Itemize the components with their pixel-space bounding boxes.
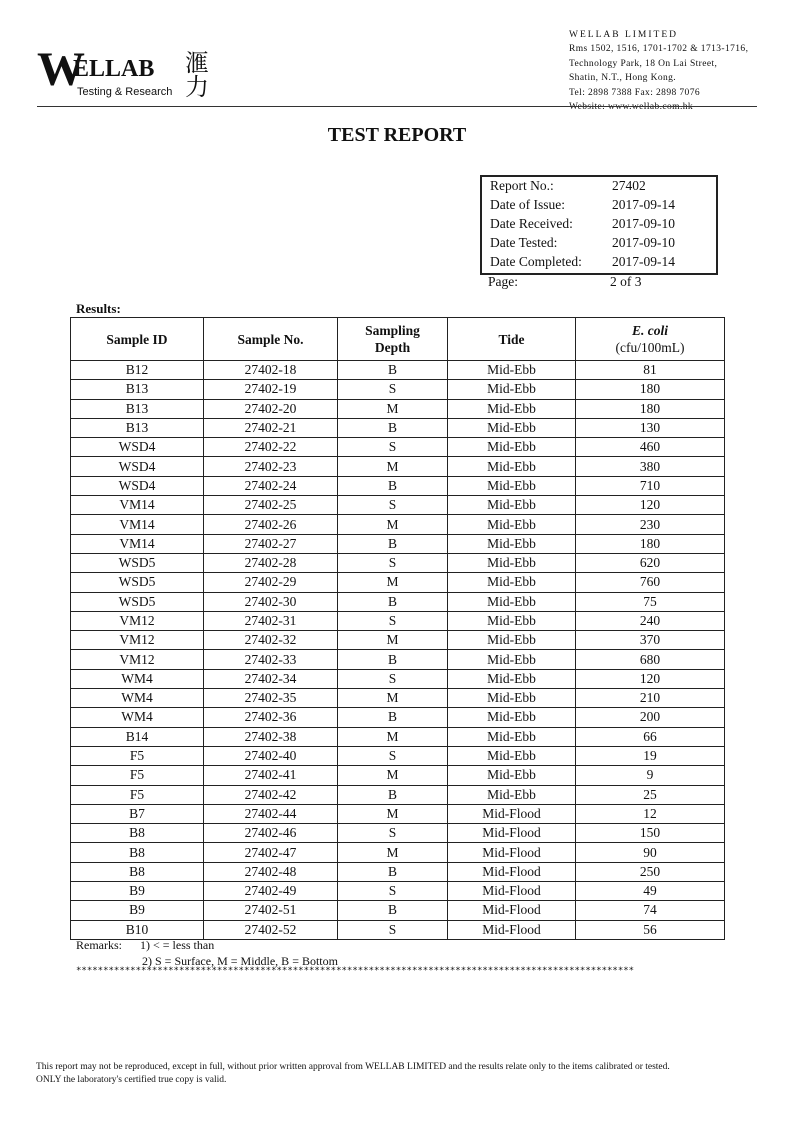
sample-no-cell: 27402-18	[204, 361, 338, 380]
ecoli-count-cell: 9	[576, 766, 725, 785]
tide-cell: Mid-Flood	[448, 804, 576, 823]
table-header-row	[71, 318, 725, 361]
tide-cell: Mid-Ebb	[448, 650, 576, 669]
tide-cell: Mid-Ebb	[448, 669, 576, 688]
sample-no-cell: 27402-42	[204, 785, 338, 804]
header-line: Depth	[374, 340, 411, 355]
sampling-depth-cell: S	[338, 438, 448, 457]
sample-id-cell: F5	[71, 766, 204, 785]
sample-id-cell: B10	[71, 920, 204, 939]
sampling-depth-cell: M	[338, 689, 448, 708]
tide-cell: Mid-Ebb	[448, 476, 576, 495]
table-row	[71, 862, 725, 881]
sample-no-cell: 27402-36	[204, 708, 338, 727]
ecoli-count-cell: 760	[576, 573, 725, 592]
sample-id-cell: VM14	[71, 496, 204, 515]
sample-no-cell: 27402-40	[204, 746, 338, 765]
ecoli-count-cell: 210	[576, 689, 725, 708]
sample-id-cell: WSD4	[71, 438, 204, 457]
sample-no-cell: 27402-48	[204, 862, 338, 881]
sampling-depth-cell: B	[338, 361, 448, 380]
footer-disclaimer	[36, 1061, 766, 1087]
sample-no-cell: 27402-49	[204, 882, 338, 901]
ecoli-count-cell: 250	[576, 862, 725, 881]
tide-cell: Mid-Ebb	[448, 438, 576, 457]
tide-cell: Mid-Ebb	[448, 611, 576, 630]
address-line: Rms 1502, 1516, 1701-1702 & 1713-1716,	[569, 44, 749, 55]
tide-cell: Mid-Ebb	[448, 399, 576, 418]
sample-no-cell: 27402-25	[204, 496, 338, 515]
table-row	[71, 515, 725, 534]
sample-no-cell: 27402-34	[204, 669, 338, 688]
sample-id-cell: WM4	[71, 689, 204, 708]
tide-cell: Mid-Ebb	[448, 727, 576, 746]
table-row	[71, 785, 725, 804]
sample-id-cell: VM12	[71, 611, 204, 630]
sampling-depth-cell: M	[338, 804, 448, 823]
tide-cell: Mid-Ebb	[448, 766, 576, 785]
tide-cell: Mid-Ebb	[448, 689, 576, 708]
sample-no-cell: 27402-31	[204, 611, 338, 630]
sample-no-cell: 27402-21	[204, 418, 338, 437]
info-value: 27402	[612, 178, 646, 193]
sample-no-cell: 27402-27	[204, 534, 338, 553]
sampling-depth-cell: M	[338, 766, 448, 785]
table-row	[71, 399, 725, 418]
ecoli-count-cell: 25	[576, 785, 725, 804]
ecoli-count-cell: 90	[576, 843, 725, 862]
tide-cell: Mid-Ebb	[448, 380, 576, 399]
ecoli-count-cell: 74	[576, 901, 725, 920]
table-row	[71, 824, 725, 843]
sampling-depth-cell: B	[338, 592, 448, 611]
sample-id-cell: VM14	[71, 515, 204, 534]
ecoli-count-cell: 240	[576, 611, 725, 630]
sample-id-cell: WM4	[71, 708, 204, 727]
page-value: 2 of 3	[610, 274, 642, 289]
disclaimer-line: ONLY the laboratory's certified true copy is valid.	[36, 1075, 227, 1085]
sampling-depth-cell: M	[338, 573, 448, 592]
table-row	[71, 573, 725, 592]
column-header-sample-id: Sample ID	[71, 318, 204, 361]
sampling-depth-cell: S	[338, 824, 448, 843]
page-title: TEST REPORT	[327, 124, 467, 146]
sample-no-cell: 27402-19	[204, 380, 338, 399]
company-address-block	[569, 28, 748, 114]
sampling-depth-cell: S	[338, 882, 448, 901]
sample-no-cell: 27402-38	[204, 727, 338, 746]
header-line: (cfu/100mL)	[615, 340, 685, 355]
sample-id-cell: B9	[71, 882, 204, 901]
tide-cell: Mid-Flood	[448, 920, 576, 939]
sampling-depth-cell: S	[338, 669, 448, 688]
disclaimer-line: This report may not be reproduced, except in full, without prior written approval from WELLAB LIMITED and the results relate only to the items calibrated or tested.	[36, 1062, 670, 1072]
sampling-depth-cell: S	[338, 746, 448, 765]
tide-cell: Mid-Ebb	[448, 708, 576, 727]
ecoli-count-cell: 81	[576, 361, 725, 380]
sampling-depth-cell: S	[338, 496, 448, 515]
info-value: 2017-09-10	[612, 235, 675, 250]
sample-no-cell: 27402-26	[204, 515, 338, 534]
tide-cell: Mid-Ebb	[448, 457, 576, 476]
ecoli-count-cell: 66	[576, 727, 725, 746]
table-row	[71, 496, 725, 515]
header-line: Sampling	[365, 323, 420, 338]
sampling-depth-cell: M	[338, 727, 448, 746]
sample-id-cell: B7	[71, 804, 204, 823]
ecoli-count-cell: 120	[576, 669, 725, 688]
sampling-depth-cell: B	[338, 708, 448, 727]
table-row	[71, 650, 725, 669]
tide-cell: Mid-Ebb	[448, 573, 576, 592]
logo-chinese-name: 滙力	[185, 51, 209, 101]
sample-no-cell: 27402-47	[204, 843, 338, 862]
sample-no-cell: 27402-29	[204, 573, 338, 592]
info-label: Date Completed:	[490, 254, 582, 269]
tide-cell: Mid-Ebb	[448, 553, 576, 572]
sampling-depth-cell: B	[338, 901, 448, 920]
sampling-depth-cell: S	[338, 920, 448, 939]
ecoli-count-cell: 710	[576, 476, 725, 495]
remarks-block	[76, 937, 338, 969]
sample-id-cell: WSD4	[71, 476, 204, 495]
sample-id-cell: VM12	[71, 631, 204, 650]
info-label: Date of Issue:	[490, 197, 565, 212]
sampling-depth-cell: B	[338, 418, 448, 437]
table-body	[71, 361, 725, 940]
ecoli-count-cell: 230	[576, 515, 725, 534]
sampling-depth-cell: S	[338, 611, 448, 630]
contact-line: Tel: 2898 7388 Fax: 2898 7076	[569, 87, 700, 98]
ecoli-count-cell: 49	[576, 882, 725, 901]
ecoli-count-cell: 180	[576, 399, 725, 418]
ecoli-count-cell: 460	[576, 438, 725, 457]
sample-id-cell: B12	[71, 361, 204, 380]
results-heading: Results:	[76, 301, 121, 316]
ecoli-count-cell: 180	[576, 380, 725, 399]
table-row	[71, 380, 725, 399]
remarks-label: Remarks:	[76, 938, 122, 952]
info-label: Report No.:	[490, 178, 554, 193]
sampling-depth-cell: B	[338, 476, 448, 495]
logo-letter: W	[37, 43, 83, 96]
sample-id-cell: B13	[71, 418, 204, 437]
column-header-sampling-depth	[338, 318, 448, 361]
tide-cell: Mid-Ebb	[448, 534, 576, 553]
tide-cell: Mid-Ebb	[448, 515, 576, 534]
table-row	[71, 553, 725, 572]
tide-cell: Mid-Ebb	[448, 496, 576, 515]
remarks-note: 1) < = less than	[140, 938, 215, 952]
sample-id-cell: F5	[71, 785, 204, 804]
column-header-ecoli	[576, 318, 725, 361]
tide-cell: Mid-Ebb	[448, 361, 576, 380]
sample-no-cell: 27402-41	[204, 766, 338, 785]
sample-id-cell: F5	[71, 746, 204, 765]
company-logo	[37, 43, 217, 102]
page-label: Page:	[488, 274, 518, 289]
sample-id-cell: WSD4	[71, 457, 204, 476]
sample-no-cell: 27402-35	[204, 689, 338, 708]
table-row	[71, 804, 725, 823]
sampling-depth-cell: B	[338, 534, 448, 553]
sample-id-cell: B8	[71, 862, 204, 881]
table-row	[71, 418, 725, 437]
sample-id-cell: VM12	[71, 650, 204, 669]
tide-cell: Mid-Ebb	[448, 418, 576, 437]
table-row	[71, 766, 725, 785]
sample-id-cell: B13	[71, 380, 204, 399]
tide-cell: Mid-Flood	[448, 843, 576, 862]
sample-no-cell: 27402-23	[204, 457, 338, 476]
sampling-depth-cell: M	[338, 843, 448, 862]
remarks-note: 2) S = Surface, M = Middle, B = Bottom	[142, 954, 338, 968]
column-header-sample-no: Sample No.	[204, 318, 338, 361]
sampling-depth-cell: M	[338, 515, 448, 534]
tide-cell: Mid-Ebb	[448, 785, 576, 804]
table-row	[71, 901, 725, 920]
sample-no-cell: 27402-30	[204, 592, 338, 611]
sample-id-cell: WSD5	[71, 573, 204, 592]
sample-id-cell: WM4	[71, 669, 204, 688]
sample-no-cell: 27402-32	[204, 631, 338, 650]
sampling-depth-cell: B	[338, 862, 448, 881]
info-label: Date Tested:	[490, 235, 558, 250]
sample-id-cell: WSD5	[71, 592, 204, 611]
tide-cell: Mid-Flood	[448, 901, 576, 920]
ecoli-count-cell: 130	[576, 418, 725, 437]
sample-no-cell: 27402-33	[204, 650, 338, 669]
sampling-depth-cell: M	[338, 631, 448, 650]
sample-no-cell: 27402-46	[204, 824, 338, 843]
sampling-depth-cell: B	[338, 785, 448, 804]
header-divider	[37, 106, 757, 107]
sampling-depth-cell: S	[338, 553, 448, 572]
tide-cell: Mid-Ebb	[448, 592, 576, 611]
table-row	[71, 476, 725, 495]
table-row	[71, 882, 725, 901]
table-row	[71, 534, 725, 553]
info-label: Date Received:	[490, 216, 573, 231]
table-row	[71, 631, 725, 650]
ecoli-count-cell: 19	[576, 746, 725, 765]
sample-id-cell: B14	[71, 727, 204, 746]
sample-id-cell: B13	[71, 399, 204, 418]
table-row	[71, 592, 725, 611]
sample-no-cell: 27402-22	[204, 438, 338, 457]
ecoli-count-cell: 150	[576, 824, 725, 843]
sample-id-cell: B8	[71, 843, 204, 862]
sample-no-cell: 27402-44	[204, 804, 338, 823]
remarks-line	[76, 937, 338, 953]
end-of-results-separator: *******************************************************************************************************	[76, 966, 635, 976]
ecoli-count-cell: 680	[576, 650, 725, 669]
sample-id-cell: WSD5	[71, 553, 204, 572]
table-row	[71, 708, 725, 727]
company-name: WELLAB LIMITED	[569, 30, 678, 40]
address-line: Technology Park, 18 On Lai Street,	[569, 58, 718, 69]
website-line: Website: www.wellab.com.hk	[569, 102, 694, 113]
report-info-box	[480, 175, 718, 275]
table-row	[71, 727, 725, 746]
logo-subtitle: Testing & Research	[77, 86, 173, 98]
table-row	[71, 457, 725, 476]
sample-id-cell: B9	[71, 901, 204, 920]
sample-no-cell: 27402-24	[204, 476, 338, 495]
sampling-depth-cell: M	[338, 457, 448, 476]
sampling-depth-cell: S	[338, 380, 448, 399]
info-value: 2017-09-14	[612, 197, 675, 212]
header-line: E. coli	[632, 323, 668, 338]
tide-cell: Mid-Flood	[448, 882, 576, 901]
sample-no-cell: 27402-52	[204, 920, 338, 939]
sample-no-cell: 27402-20	[204, 399, 338, 418]
sampling-depth-cell: M	[338, 399, 448, 418]
ecoli-count-cell: 200	[576, 708, 725, 727]
table-row	[71, 438, 725, 457]
tide-cell: Mid-Flood	[448, 862, 576, 881]
sampling-depth-cell: B	[338, 650, 448, 669]
table-row	[71, 689, 725, 708]
ecoli-count-cell: 120	[576, 496, 725, 515]
sample-id-cell: B8	[71, 824, 204, 843]
address-line: Shatin, N.T., Hong Kong.	[569, 73, 677, 84]
tide-cell: Mid-Ebb	[448, 631, 576, 650]
table-row	[71, 361, 725, 380]
sample-no-cell: 27402-28	[204, 553, 338, 572]
tide-cell: Mid-Ebb	[448, 746, 576, 765]
logo-text: ELLAB	[73, 56, 155, 82]
ecoli-count-cell: 370	[576, 631, 725, 650]
table-row	[71, 669, 725, 688]
info-value: 2017-09-14	[612, 254, 675, 269]
column-header-tide: Tide	[448, 318, 576, 361]
results-table	[70, 317, 725, 940]
ecoli-count-cell: 620	[576, 553, 725, 572]
tide-cell: Mid-Flood	[448, 824, 576, 843]
table-row	[71, 843, 725, 862]
info-value: 2017-09-10	[612, 216, 675, 231]
sample-no-cell: 27402-51	[204, 901, 338, 920]
sample-id-cell: VM14	[71, 534, 204, 553]
ecoli-count-cell: 12	[576, 804, 725, 823]
ecoli-count-cell: 56	[576, 920, 725, 939]
table-row	[71, 611, 725, 630]
ecoli-count-cell: 380	[576, 457, 725, 476]
ecoli-count-cell: 180	[576, 534, 725, 553]
table-row	[71, 746, 725, 765]
ecoli-count-cell: 75	[576, 592, 725, 611]
